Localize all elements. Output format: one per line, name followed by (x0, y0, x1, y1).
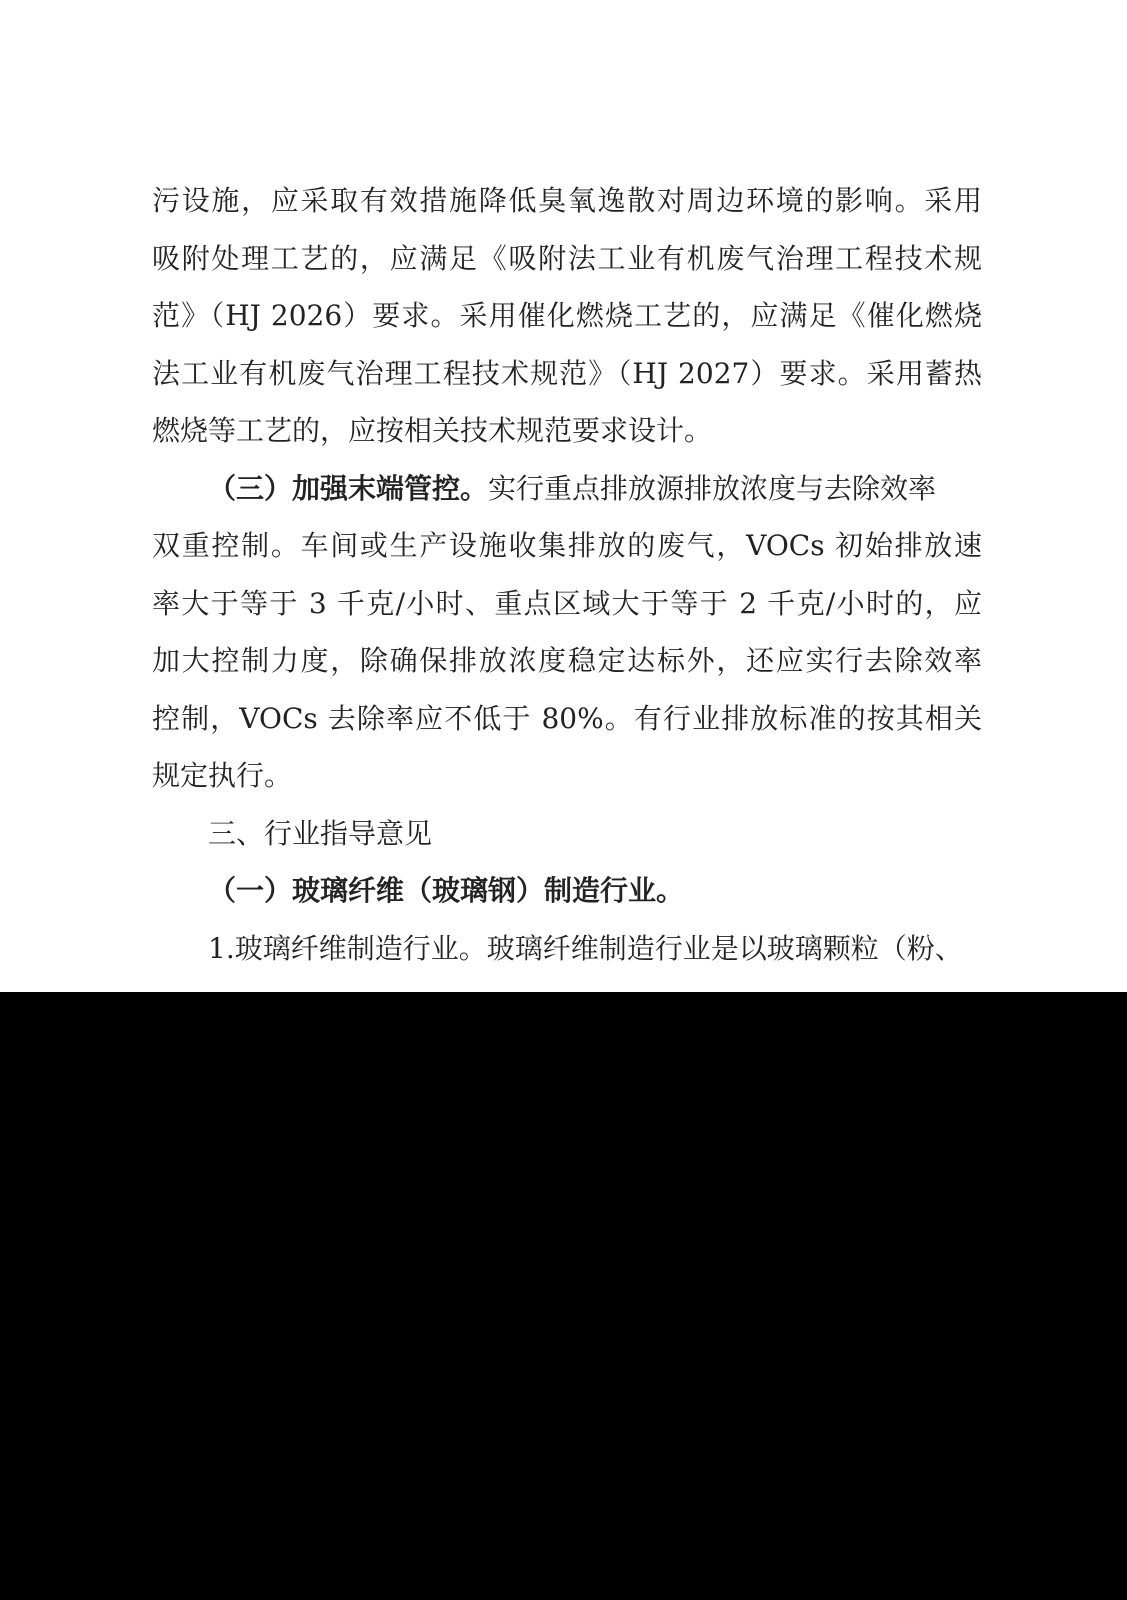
section3-line-5: 控制，VOCs 去除率应不低于 80%。有行业排放标准的按其相关 (152, 701, 982, 735)
section3-heading: （三）加强末端管控。 (208, 471, 489, 505)
subsection1-heading: （一）玻璃纤维（玻璃钢）制造行业。 (208, 874, 685, 907)
chapter3-heading: 三、行业指导意见 (208, 816, 433, 850)
section3-line-3: 率大于等于 3 千克/小时、重点区域大于等于 2 千克/小时的，应 (152, 586, 982, 620)
text-line-1: 污设施，应采取有效措施降低臭氧逸散对周边环境的影响。采用 (152, 184, 982, 217)
section3-line-4: 加大控制力度，除确保排放浓度稳定达标外，还应实行去除效率 (152, 644, 982, 677)
black-area (0, 992, 1127, 1600)
text-line-4: 法工业有机废气治理工程技术规范》（HJ 2027）要求。采用蓄热 (152, 356, 982, 390)
paragraph-start: 1.玻璃纤维制造行业。玻璃纤维制造行业是以玻璃颗粒（粉、 (208, 931, 963, 965)
section3-line-2: 双重控制。车间或生产设施收集排放的废气，VOCs 初始排放速 (152, 529, 982, 562)
text-line-3: 范》（HJ 2026）要求。采用催化燃烧工艺的，应满足《催化燃烧 (152, 299, 982, 332)
section3-first-line (152, 460, 982, 518)
section3-line-6: 规定执行。 (152, 759, 293, 792)
text-line-2: 吸附处理工艺的，应满足《吸附法工业有机废气治理工程技术规 (152, 241, 982, 275)
section3-first-line-text: 实行重点排放源排放浓度与去除效率 (488, 471, 937, 505)
text-line-5: 燃烧等工艺的，应按相关技术规范要求设计。 (152, 414, 713, 447)
document-text (152, 172, 982, 977)
